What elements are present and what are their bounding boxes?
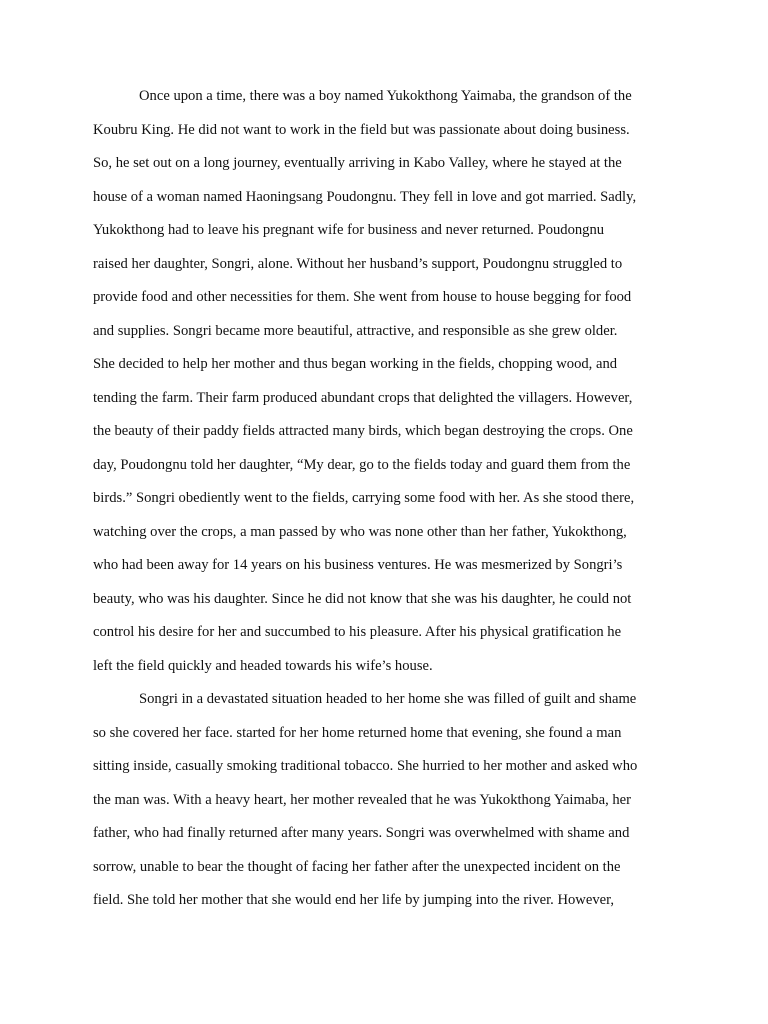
text-line: Yukokthong had to leave his pregnant wife for business and never returned. Poudongnu — [93, 222, 605, 238]
text-line: sorrow, unable to bear the thought of facing her father after the unexpected incident on the — [93, 858, 621, 875]
text-line: the beauty of their paddy fields attracted many birds, which began destroying the crops. One — [93, 423, 633, 439]
text-line: left the field quickly and headed towards his wife’s house. — [93, 657, 433, 674]
text-line: Once upon a time, there was a boy named Yukokthong Yaimaba, the grandson of the — [139, 88, 632, 104]
text-line: Koubru King. He did not want to work in the field but was passionate about doing business. — [93, 121, 630, 138]
text-line: and supplies. Songri became more beautiful, attractive, and responsible as she grew older. — [93, 322, 618, 339]
text-line: provide food and other necessities for them. She went from house to house begging for food — [93, 289, 632, 305]
text-line: beauty, who was his daughter. Since he did not know that she was his daughter, he could not — [93, 590, 632, 607]
text-line: house of a woman named Haoningsang Poudongnu. They fell in love and got married. Sadly, — [93, 188, 637, 205]
text-line: the man was. With a heavy heart, her mother revealed that he was Yukokthong Yaimaba, her — [93, 791, 631, 808]
text-line: watching over the crops, a man passed by who was none other than her father, Yukokthong, — [93, 523, 627, 540]
document-body — [93, 80, 676, 918]
paragraph — [93, 80, 676, 683]
text-line: tending the farm. Their farm produced abundant crops that delighted the villagers. However, — [93, 389, 633, 406]
document-page — [93, 80, 676, 918]
text-line: control his desire for her and succumbed to his pleasure. After his physical gratification he — [93, 624, 622, 640]
text-line: So, he set out on a long journey, eventually arriving in Kabo Valley, where he stayed at the — [93, 155, 622, 171]
text-line: day, Poudongnu told her daughter, “My dear, go to the fields today and guard them from the — [93, 456, 631, 473]
text-line: father, who had finally returned after many years. Songri was overwhelmed with shame and — [93, 825, 630, 841]
paragraph — [93, 683, 676, 918]
text-line: Songri in a devastated situation headed to her home she was filled of guilt and shame — [139, 691, 637, 707]
text-line: who had been away for 14 years on his business ventures. He was mesmerized by Songri’s — [93, 557, 623, 573]
text-line: field. She told her mother that she would end her life by jumping into the river. However, — [93, 892, 615, 908]
text-line: She decided to help her mother and thus began working in the fields, chopping wood, and — [93, 356, 618, 372]
text-line: so she covered her face. started for her home returned home that evening, she found a man — [93, 724, 622, 741]
text-line: birds.” Songri obediently went to the fields, carrying some food with her. As she stood there, — [93, 490, 635, 506]
text-line: sitting inside, casually smoking traditional tobacco. She hurried to her mother and asked who — [93, 758, 638, 774]
text-line: raised her daughter, Songri, alone. Without her husband’s support, Poudongnu struggled to — [93, 255, 623, 272]
